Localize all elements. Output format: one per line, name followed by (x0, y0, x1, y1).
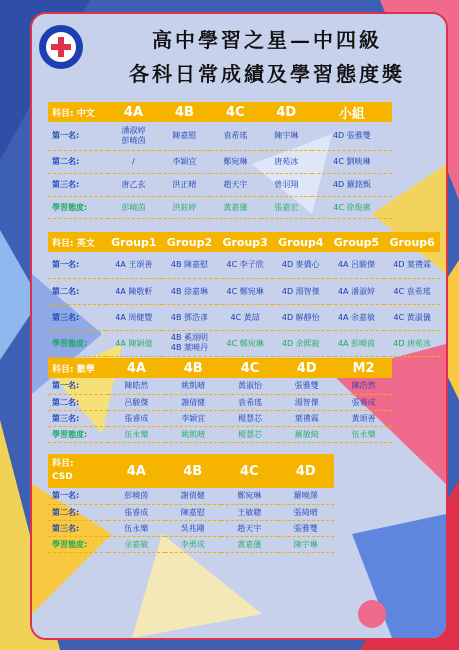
cell: 張綺晴 (278, 504, 335, 520)
column-header: 4B (165, 454, 222, 488)
cell: 袁希瑤 (210, 122, 261, 150)
subject-header: 科目: 英文 (48, 232, 106, 252)
row-label: 第一名: (48, 252, 106, 278)
column-header: 4B (159, 102, 210, 122)
cell: 張睿成 (108, 504, 165, 520)
cell: 黃頌善 (335, 410, 392, 426)
cell: 陳皓然 (108, 378, 165, 394)
cell: 4D 解靜怡 (273, 304, 329, 330)
row-label: 學習態度: (48, 196, 108, 218)
cell: 張睿成 (335, 394, 392, 410)
cell: 4B 奚翊明 4B 葉曉丹 (162, 330, 218, 356)
cell: 伍永樂 (335, 426, 392, 442)
cell: 張雅雙 (278, 378, 335, 394)
cell: 4C 黃淑儀 (384, 304, 440, 330)
cell: 陳嘉慰 (159, 122, 210, 150)
subject-header: 科目: 中文 (48, 102, 108, 122)
cell: 4A 陳穎億 (106, 330, 162, 356)
cell: 曾羽翔 (261, 173, 312, 196)
cell: 4D 余熙銳 (273, 330, 329, 356)
cell: 姚凱晴 (165, 426, 222, 442)
award-poster (30, 12, 448, 640)
cell: 4A 陳敬軒 (106, 278, 162, 304)
column-header: M2 (335, 358, 392, 378)
row-label: 第三名: (48, 304, 106, 330)
cell: 謝倩健 (165, 394, 222, 410)
cell: 楊慧芯 (222, 426, 279, 442)
column-header: 小組 (312, 102, 392, 122)
cell: 湯智傑 (278, 394, 335, 410)
cell: 4C 劉映琳 (312, 150, 392, 173)
poster-subtitle: 各科日常成績及學習態度獎 (129, 62, 405, 86)
cell: 李穎宜 (159, 150, 210, 173)
column-header: 4B (165, 358, 222, 378)
cell: 羅敏綺 (278, 426, 335, 442)
cell: 呂駿傑 (108, 394, 165, 410)
cell: 4C 鄭宛琳 (217, 330, 273, 356)
school-crest-logo (38, 24, 84, 70)
row-label: 第二名: (48, 278, 106, 304)
column-header: 4D (278, 358, 335, 378)
cell: 葉禮霖 (278, 410, 335, 426)
column-header: Group4 (273, 232, 329, 252)
row-label: 第三名: (48, 173, 108, 196)
cell: 4A 呂駿傑 (329, 252, 385, 278)
cell: 楊慧芯 (222, 410, 279, 426)
cell: 4A 潘淑婷 (329, 278, 385, 304)
cell: 彭曉茵 (108, 196, 159, 218)
cell: 4A 彭曉茵 (329, 330, 385, 356)
cell: 吳兆剛 (165, 520, 222, 536)
row-label: 學習態度: (48, 330, 106, 356)
cell: 伍永樂 (108, 520, 165, 536)
cell: 4D 麥僑心 (273, 252, 329, 278)
column-header: 4D (261, 102, 312, 122)
cell: 陳宇琳 (278, 536, 335, 552)
cell: 張雅雙 (278, 520, 335, 536)
cell: 4D 湯智傑 (273, 278, 329, 304)
column-header: 4D (278, 454, 335, 488)
cell: 唐苑冰 (261, 150, 312, 173)
cell: 王敏聰 (221, 504, 278, 520)
cell: 4D 唐苑冰 (384, 330, 440, 356)
cell: 洪正晴 (159, 173, 210, 196)
cell: 謝倩健 (165, 488, 222, 504)
cell: 4C 袁希瑤 (384, 278, 440, 304)
column-header: 4C (221, 454, 278, 488)
cell: 陳浩然 (335, 378, 392, 394)
cell: 黃嘉儀 (210, 196, 261, 218)
row-label: 第二名: (48, 150, 108, 173)
row-label: 第三名: (48, 410, 108, 426)
cell: / (108, 150, 159, 173)
cell: 鄭宛琳 (221, 488, 278, 504)
column-header: Group3 (217, 232, 273, 252)
cell: 4D 張雅雙 (312, 122, 392, 150)
row-label: 第二名: (48, 504, 108, 520)
csd-table (48, 454, 334, 553)
cell: 4D 羅銘甄 (312, 173, 392, 196)
cell: 4B 徐嘉琳 (162, 278, 218, 304)
cell: 趙天宇 (210, 173, 261, 196)
chinese-table (48, 102, 392, 219)
subject-header-line1: 科目: (52, 459, 74, 469)
cell: 伍永樂 (108, 426, 165, 442)
cell: 張睿成 (108, 410, 165, 426)
math-table (48, 358, 392, 443)
column-header: 4A (108, 454, 165, 488)
column-header: Group6 (384, 232, 440, 252)
column-header: 4A (108, 358, 165, 378)
cell: 彭曉茵 (108, 488, 165, 504)
cell: 洪鈺婷 (159, 196, 210, 218)
row-label: 學習態度: (48, 426, 108, 442)
cell: 4A 周健豐 (106, 304, 162, 330)
cell: 陳宇琳 (261, 122, 312, 150)
row-label: 第一名: (48, 122, 108, 150)
cell: 4A 余嘉敏 (329, 304, 385, 330)
row-label: 第三名: (48, 520, 108, 536)
cell: 陳嘉慰 (165, 504, 222, 520)
cell: 余嘉敏 (108, 536, 165, 552)
cell: 趙天宇 (221, 520, 278, 536)
column-header: Group5 (329, 232, 385, 252)
cell: 4A 王頌善 (106, 252, 162, 278)
cell: 黃淑怡 (222, 378, 279, 394)
cell: 羅曉澤 (278, 488, 335, 504)
cell: 李勇成 (165, 536, 222, 552)
poster-title: 高中學習之星—中四級 (152, 28, 382, 52)
subject-header: 科目: 數學 (48, 358, 108, 378)
cell: 李穎宜 (165, 410, 222, 426)
row-label: 第一名: (48, 378, 108, 394)
cell: 4C 徐俊廓 (312, 196, 392, 218)
row-label: 第二名: (48, 394, 108, 410)
cell: 袁希瑤 (222, 394, 279, 410)
cell: 4B 鄧浩彥 (162, 304, 218, 330)
cell: 唐乙玄 (108, 173, 159, 196)
column-header: Group2 (162, 232, 218, 252)
cell: 4C 黃喆 (217, 304, 273, 330)
column-header: 4C (222, 358, 279, 378)
row-label: 學習態度: (48, 536, 108, 552)
subject-header-line2: CSD (52, 472, 73, 482)
cell: 4B 陳嘉慰 (162, 252, 218, 278)
cell: 4D 葉禮霖 (384, 252, 440, 278)
cell: 鄭宛琳 (210, 150, 261, 173)
row-label: 第一名: (48, 488, 108, 504)
cell: 黃嘉儀 (221, 536, 278, 552)
cell: 4C 李子欣 (217, 252, 273, 278)
cell: 4C 鄭宛琳 (217, 278, 273, 304)
column-header: 4C (210, 102, 261, 122)
cell: 潘淑婷 彭曉茵 (108, 122, 159, 150)
cell: 張嘉宏 (261, 196, 312, 218)
subject-header (48, 454, 108, 488)
column-header: 4A (108, 102, 159, 122)
cell: 姚凱晴 (165, 378, 222, 394)
column-header: Group1 (106, 232, 162, 252)
english-table (48, 232, 440, 357)
